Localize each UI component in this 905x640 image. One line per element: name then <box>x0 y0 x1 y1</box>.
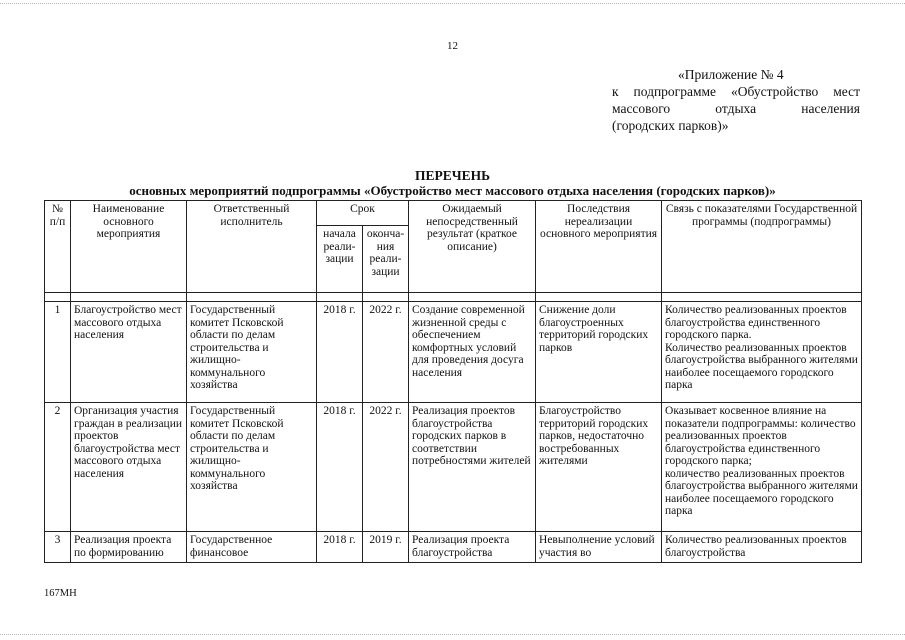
cell-result: Реализация проекта благоустройства <box>409 532 536 563</box>
cell-result: Создание современной жизненной среды с обеспечением комфортных условий для проведения досуга населения <box>409 302 536 403</box>
cell-executor: Государственный комитет Псковской области по делам строительства и жилищно-коммунального хозяйства <box>187 302 317 403</box>
cell-end: 2022 г. <box>363 403 409 532</box>
cell-consequences: Невыполнение условий участия во <box>536 532 662 563</box>
title-sub: основных мероприятий подпрограммы «Обустройство мест массового отдыха населения (городских парков)» <box>129 183 776 198</box>
appendix-line-4: (городских парков)» <box>612 118 729 133</box>
header-consequences: Последствия нереализации основного мероприятия <box>536 201 662 293</box>
header-name: Наименование основного мероприятия <box>71 201 187 293</box>
header-term: Срок <box>317 201 409 226</box>
document-title <box>0 168 905 198</box>
header-executor: Ответственный исполнитель <box>187 201 317 293</box>
title-main: ПЕРЕЧЕНЬ <box>414 168 491 183</box>
table-header-row <box>45 201 862 226</box>
cell-link-part-1: Количество реализованных проектов благоустройства <box>665 534 847 559</box>
cell-link-part-2: Количество реализованных проектов благоустройства выбранного жителями наиболее посещаемого городского парка <box>665 341 858 391</box>
cell-link <box>662 532 862 563</box>
cell-link-part-2: количество реализованных проектов благоустройства выбранного жителями наиболее посещаемого городского парка <box>665 467 858 517</box>
cell-name: Организация участия граждан в реализации проектов благоустройства мест массового отдыха населения <box>71 403 187 532</box>
cell-name: Реализация проекта по формированию <box>71 532 187 563</box>
cell-name: Благоустройство мест массового отдыха населения <box>71 302 187 403</box>
appendix-line-2: к подпрограмме «Обустройство мест <box>612 84 860 99</box>
cell-link <box>662 302 862 403</box>
measures-table <box>44 200 862 563</box>
cell-executor: Государственный комитет Псковской области по делам строительства и жилищно-коммунального хозяйства <box>187 403 317 532</box>
cell-start: 2018 г. <box>317 532 363 563</box>
cell-num: 1 <box>45 302 71 403</box>
appendix-reference <box>612 66 860 134</box>
table-spacer-row <box>45 293 862 302</box>
cell-link <box>662 403 862 532</box>
header-num: № п/п <box>45 201 71 293</box>
cell-link-part-1: Количество реализованных проектов благоустройства единственного городского парка. <box>665 304 847 341</box>
cell-num: 3 <box>45 532 71 563</box>
cell-end: 2019 г. <box>363 532 409 563</box>
scan-edge-bottom <box>0 634 905 635</box>
cell-num: 2 <box>45 403 71 532</box>
table-row <box>45 302 862 403</box>
cell-result: Реализация проектов благоустройства городских парков в соответствии потребностями жителей <box>409 403 536 532</box>
scan-edge-top <box>0 3 905 4</box>
cell-end: 2022 г. <box>363 302 409 403</box>
header-term-end: оконча-ния реали-зации <box>363 226 409 293</box>
appendix-line-3: массового отдыха населения <box>612 101 860 116</box>
table-row <box>45 532 862 563</box>
cell-link-part-1: Оказывает косвенное влияние на показатели подпрограммы: количество реализованных проектов благоустройства единственного городского парка; <box>665 405 856 467</box>
page-number: 12 <box>447 40 458 52</box>
table-row <box>45 403 862 532</box>
header-link: Связь с показателями Государственной программы (подпрограммы) <box>662 201 862 293</box>
cell-consequences: Снижение доли благоустроенных территорий городских парков <box>536 302 662 403</box>
footer-code: 167МН <box>44 588 77 599</box>
cell-consequences: Благоустройство территорий городских парков, недостаточно востребованных жителями <box>536 403 662 532</box>
appendix-line-1: «Приложение № 4 <box>678 67 784 82</box>
header-term-start: начала реали-зации <box>317 226 363 293</box>
cell-executor: Государственное финансовое <box>187 532 317 563</box>
cell-start: 2018 г. <box>317 403 363 532</box>
cell-start: 2018 г. <box>317 302 363 403</box>
header-result: Ожидаемый непосредственный результат (краткое описание) <box>409 201 536 293</box>
